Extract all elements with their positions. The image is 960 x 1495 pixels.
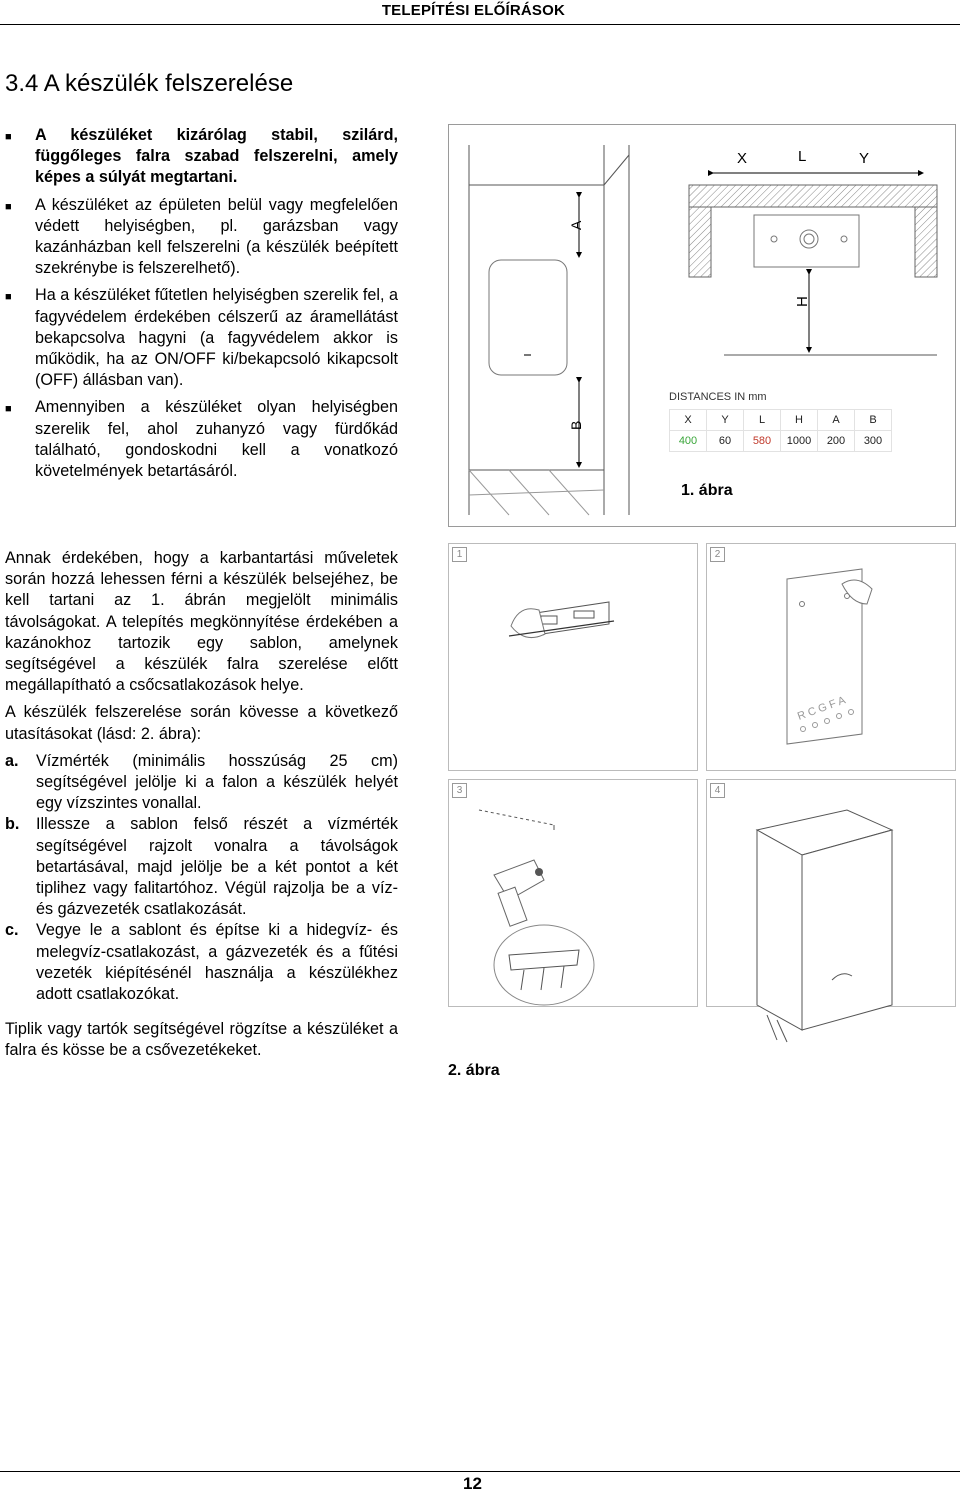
room-side-view bbox=[469, 145, 629, 515]
step-label: b. bbox=[5, 815, 20, 834]
dimension-label-b: B bbox=[568, 420, 584, 430]
level-marking-illustration bbox=[449, 544, 697, 770]
step-panel-1 bbox=[448, 543, 698, 771]
paragraph: Tiplik vagy tartók segítségével rögzítse a készüléket a falra és kösse be a csővezetékeket. bbox=[5, 1020, 398, 1060]
distances-table-title: DISTANCES IN mm bbox=[669, 391, 767, 403]
list-item bbox=[5, 285, 398, 391]
paragraph: A készülék felszerelése során kövesse a következő utasításokat (lásd: 2. ábra): bbox=[5, 703, 398, 743]
bullet-square-icon: ■ bbox=[5, 291, 12, 304]
table-header-cell: A bbox=[818, 410, 855, 431]
table-cell: 400 bbox=[670, 431, 707, 452]
figure-2-installation-steps bbox=[448, 543, 956, 1048]
table-row bbox=[670, 431, 892, 452]
table-header-cell: X bbox=[670, 410, 707, 431]
dimension-label-h: H bbox=[794, 296, 811, 307]
step-panel-2 bbox=[706, 543, 956, 771]
table-header-cell: H bbox=[781, 410, 818, 431]
panel-number: 2 bbox=[710, 547, 725, 562]
list-item bbox=[5, 397, 398, 482]
list-item-text: Amennyiben a készüléket olyan helyiségben szerelik fel, ahol zuhanyzó vagy fürdőkád található, gondoskodni kell a vonatkozó követelmények betartásáról. bbox=[35, 398, 398, 481]
list-item-text: A készüléket az épületen belül vagy megfelelően védett helyiségben, pl. garázsban vagy kazánházban kell felszerelni (a készülék beépített szekrénybe is felszerelhető). bbox=[35, 195, 398, 278]
dimension-label-l: L bbox=[798, 148, 807, 165]
template-illustration bbox=[707, 544, 955, 770]
drilling-illustration bbox=[449, 780, 697, 1050]
step-item bbox=[5, 920, 398, 1005]
table-cell: 200 bbox=[818, 431, 855, 452]
running-header: TELEPÍTÉSI ELŐÍRÁSOK bbox=[381, 2, 565, 19]
list-item bbox=[5, 195, 398, 280]
table-header-cell: B bbox=[855, 410, 892, 431]
page-number: 12 bbox=[463, 1474, 482, 1493]
table-row bbox=[670, 410, 892, 431]
step-text: Vegye le a sablont és építse ki a hidegvíz- és melegvíz-csatlakozást, a gázvezeték és a fűtési vezeték kiépítésénél használja a készülékhez adott csatlakozókat. bbox=[36, 921, 398, 1004]
table-cell: 580 bbox=[744, 431, 781, 452]
step-panel-4 bbox=[706, 779, 956, 1007]
step-item bbox=[5, 751, 398, 815]
section-heading: 3.4 A készülék felszerelése bbox=[5, 70, 294, 97]
dimension-label-a: A bbox=[568, 220, 584, 230]
step-text: Vízmérték (minimális hosszúság 25 cm) segítségével jelölje ki a falon a készülék helyét egy vízszintes vonallal. bbox=[36, 751, 398, 813]
step-text: Illessze a sablon felső részét a vízmérték segítségével rajzolt vonalra a távolságok betartásával, majd jelölje be a két pontot a két tiplihez vagy falitartóhoz. Végül rajzolja be a víz- és gázvezeték csatlakozását. bbox=[36, 815, 398, 919]
step-item bbox=[5, 814, 398, 920]
bullet-square-icon: ■ bbox=[5, 403, 12, 416]
figure-2-caption: 2. ábra bbox=[448, 1062, 500, 1079]
footer-divider bbox=[0, 1471, 960, 1472]
body-text bbox=[5, 548, 398, 1068]
panel-number: 3 bbox=[452, 783, 467, 798]
table-cell: 300 bbox=[855, 431, 892, 452]
template-connection-letters: R C G F A bbox=[795, 694, 848, 723]
clearance-diagram bbox=[449, 125, 955, 526]
table-cell: 1000 bbox=[781, 431, 818, 452]
dimension-label-x: X bbox=[737, 150, 748, 167]
list-item-text: Ha a készüléket fűtetlen helyiségben szerelik fel, a fagyvédelem érdekében célszerű az áramellátást bekapcsolva hagyni (a fagyvédelem akkor is működik, ha az ON/OFF ki/bekapcsoló kikapcsolt (OFF) állásban van). bbox=[35, 286, 398, 390]
step-panel-3 bbox=[448, 779, 698, 1007]
requirements-list bbox=[5, 125, 398, 488]
bullet-square-icon: ■ bbox=[5, 200, 12, 213]
top-view bbox=[689, 148, 937, 355]
list-item bbox=[5, 125, 398, 189]
list-item-text: A készüléket kizárólag stabil, szilárd, függőleges falra szabad felszerelni, amely képes a súlyát megtartani. bbox=[35, 126, 398, 187]
paragraph: Annak érdekében, hogy a karbantartási műveletek során hozzá lehessen férni a készülék belsejéhez, be kell tartani az 1. ábrán megjelölt minimális távolságokat. A telepítés megkönnyítése érdekében a kazánokhoz tartozik egy sablon, amelynek segítségével a készülék falra szerelése előtt megállapítható a csőcsatlakozások helye. bbox=[5, 549, 398, 695]
dimension-label-y: Y bbox=[859, 150, 870, 167]
step-label: c. bbox=[5, 921, 19, 940]
table-header-cell: Y bbox=[707, 410, 744, 431]
table-cell: 60 bbox=[707, 431, 744, 452]
table-header-cell: L bbox=[744, 410, 781, 431]
header-divider bbox=[0, 24, 960, 25]
mounted-boiler-illustration bbox=[707, 780, 955, 1050]
panel-number: 4 bbox=[710, 783, 725, 798]
step-label: a. bbox=[5, 751, 19, 770]
panel-number: 1 bbox=[452, 547, 467, 562]
distances-table bbox=[669, 409, 892, 452]
bullet-square-icon: ■ bbox=[5, 131, 12, 143]
figure-1-clearances bbox=[448, 124, 956, 527]
figure-1-caption: 1. ábra bbox=[681, 482, 733, 499]
